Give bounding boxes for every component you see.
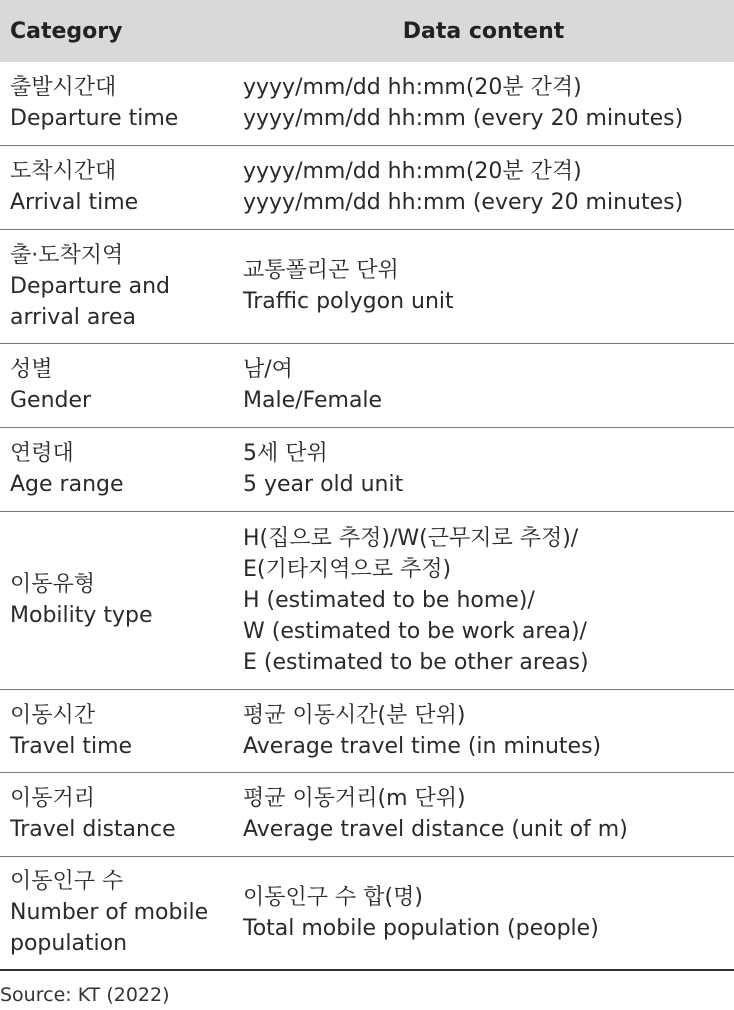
content-cell	[233, 772, 734, 856]
content-line: W (estimated to be work area)/	[243, 618, 587, 644]
table-row	[0, 145, 734, 229]
content-line: Traffic polygon unit	[243, 289, 454, 314]
content-cell	[233, 511, 734, 689]
category-cell	[0, 427, 233, 511]
content-cell	[233, 689, 734, 772]
table-row	[0, 689, 734, 772]
category-korean: 이동거리	[10, 786, 96, 811]
category-korean: 이동인구 수	[10, 869, 124, 895]
content-cell	[233, 62, 734, 145]
category-english: Number of mobile	[10, 900, 209, 926]
content-line: yyyy/mm/dd hh:mm (every 20 minutes)	[243, 190, 684, 215]
header-row	[0, 0, 734, 62]
content-line: 교통폴리곤 단위	[243, 258, 399, 283]
category-cell	[0, 689, 233, 772]
content-cell	[233, 427, 734, 511]
category-english: Travel time	[10, 733, 133, 759]
content-line: Male/Female	[243, 388, 383, 413]
content-line: Average travel time (in minutes)	[243, 733, 602, 759]
content-cell	[233, 856, 734, 970]
table-row	[0, 229, 734, 343]
table-row	[0, 343, 734, 427]
category-english: Age range	[10, 472, 124, 497]
content-cell	[233, 145, 734, 229]
category-english: Departure and	[10, 273, 171, 299]
content-line: Total mobile population (people)	[243, 915, 599, 941]
category-english: Arrival time	[10, 190, 139, 215]
content-line: 5세 단위	[243, 441, 328, 466]
table-row	[0, 856, 734, 970]
content-line: E (estimated to be other areas)	[243, 649, 589, 675]
category-english: arrival area	[10, 304, 136, 330]
content-cell	[233, 343, 734, 427]
header-data-content: Data content	[233, 0, 734, 62]
table-row	[0, 62, 734, 145]
content-cell	[233, 229, 734, 343]
table-row	[0, 772, 734, 856]
content-line: Average travel distance (unit of m)	[243, 817, 628, 842]
content-line: 이동인구 수 합(명)	[243, 884, 423, 910]
source-note: Source: KT (2022)	[0, 984, 170, 1006]
category-korean: 출발시간대	[10, 75, 117, 101]
content-line: H(집으로 추정)/W(근무지로 추정)/	[243, 525, 579, 551]
category-english: Departure time	[10, 106, 179, 132]
category-cell	[0, 145, 233, 229]
content-line: 남/여	[243, 357, 293, 382]
category-english: Gender	[10, 388, 92, 413]
category-korean: 이동시간	[10, 702, 96, 728]
content-line: yyyy/mm/dd hh:mm(20분 간격)	[243, 75, 582, 101]
category-cell	[0, 229, 233, 343]
header-category: Category	[0, 0, 233, 62]
content-line: yyyy/mm/dd hh:mm (every 20 minutes)	[243, 106, 684, 132]
category-english: population	[10, 931, 128, 957]
category-cell	[0, 772, 233, 856]
category-cell	[0, 511, 233, 689]
category-cell	[0, 343, 233, 427]
category-korean: 성별	[10, 357, 53, 382]
content-line: H (estimated to be home)/	[243, 587, 535, 613]
content-line: yyyy/mm/dd hh:mm(20분 간격)	[243, 159, 582, 184]
table-header	[0, 0, 734, 62]
table-row	[0, 511, 734, 689]
table-row	[0, 427, 734, 511]
content-line: 평균 이동거리(m 단위)	[243, 786, 466, 811]
category-cell	[0, 856, 233, 970]
category-cell	[0, 62, 233, 145]
content-line: 5 year old unit	[243, 472, 404, 497]
category-korean: 출·도착지역	[10, 242, 124, 268]
table-body	[0, 62, 734, 970]
content-line: E(기타지역으로 추정)	[243, 556, 452, 582]
category-korean: 도착시간대	[10, 159, 117, 184]
category-korean: 이동유형	[10, 572, 96, 597]
category-korean: 연령대	[10, 441, 74, 466]
category-english: Mobility type	[10, 603, 153, 628]
category-english: Travel distance	[10, 817, 176, 842]
content-line: 평균 이동시간(분 단위)	[243, 702, 466, 728]
